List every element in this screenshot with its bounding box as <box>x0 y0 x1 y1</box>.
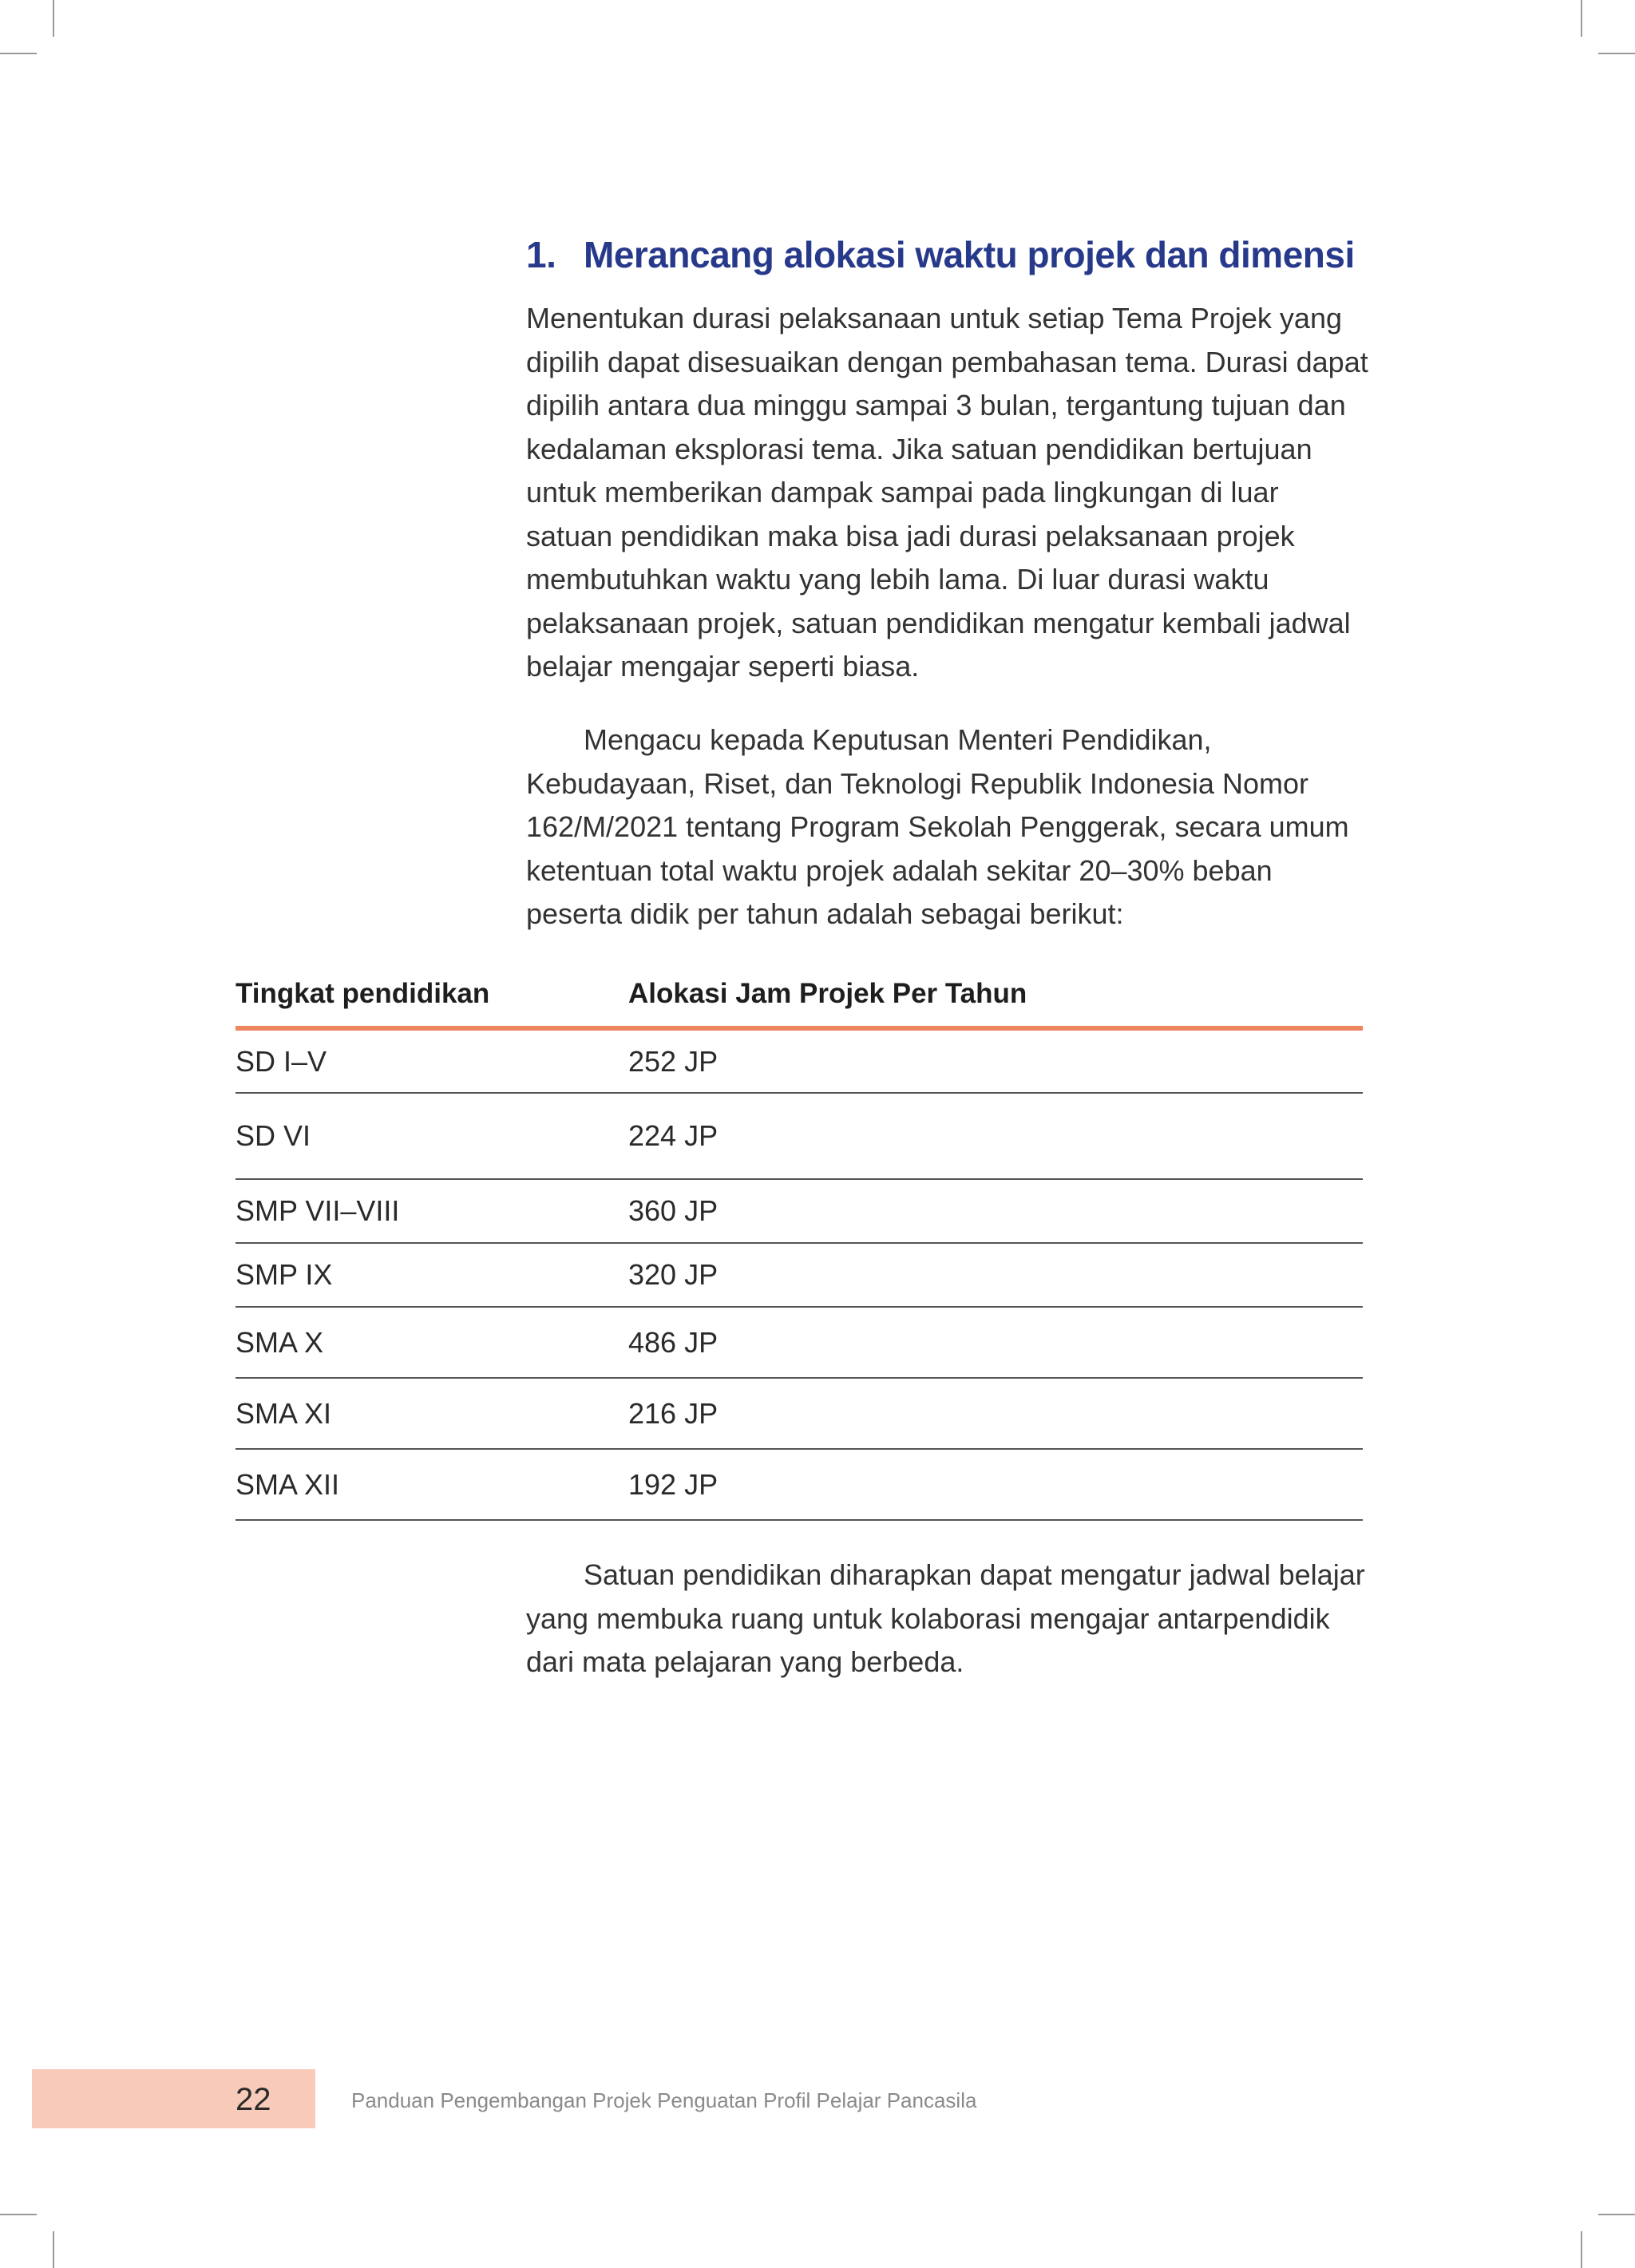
row-level: SMA X <box>236 1325 324 1359</box>
table-row <box>236 1244 1363 1308</box>
row-level: SMP VII–VIII <box>236 1194 400 1227</box>
row-hours: 216 JP <box>628 1396 719 1430</box>
crop-mark <box>53 0 54 37</box>
reference-paragraph: Mengacu kepada Keputusan Menteri Pendidikan, Kebudayaan, Riset, dan Teknologi Republik Indonesia Nomor 162/M/2021 tentang Program Sekolah Penggerak, secara umum ketentuan total waktu projek adalah sekitar 20–30% beban peserta didik per tahun adalah sebagai berikut: <box>526 723 1349 930</box>
page-number: 22 <box>236 2082 271 2117</box>
crop-mark <box>0 2214 37 2215</box>
header-education-level: Tingkat pendidikan <box>236 978 490 1009</box>
section-heading <box>526 233 1355 276</box>
row-level: SD VI <box>236 1119 311 1152</box>
crop-mark <box>1581 2231 1582 2268</box>
row-level: SMP IX <box>236 1258 333 1291</box>
allocation-table <box>236 978 1363 1521</box>
closing-paragraph: Satuan pendidikan diharapkan dapat mengatur jadwal belajar yang membuka ruang untuk kolaborasi mengajar antarpendidik dari mata pelajaran yang berbeda. <box>526 1558 1365 1678</box>
table-row <box>236 1031 1363 1094</box>
section-number: 1. <box>526 234 556 275</box>
crop-mark <box>53 2231 54 2268</box>
section-title: Merancang alokasi waktu projek dan dimensi <box>584 234 1355 275</box>
row-hours: 192 JP <box>628 1467 719 1501</box>
row-hours: 360 JP <box>628 1194 719 1227</box>
table-row <box>236 1450 1363 1521</box>
row-hours: 224 JP <box>628 1119 719 1152</box>
page-number-box <box>32 2069 315 2128</box>
running-footer-title: Panduan Pengembangan Projek Penguatan Profil Pelajar Pancasila <box>351 2088 977 2112</box>
row-level: SMA XI <box>236 1396 332 1430</box>
crop-mark <box>0 53 37 54</box>
table-row <box>236 1308 1363 1379</box>
table-header <box>236 978 1363 1031</box>
row-hours: 320 JP <box>628 1258 719 1291</box>
row-hours: 252 JP <box>628 1044 719 1078</box>
intro-paragraph: Menentukan durasi pelaksanaan untuk setiap Tema Projek yang dipilih dapat disesuaikan dengan pembahasan tema. Durasi dapat dipilih antara dua minggu sampai 3 bulan, tergantung tujuan dan kedalaman eksplorasi tema. Jika satuan pendidikan bertujuan untuk memberikan dampak sampai pada lingkungan di luar satuan pendidikan maka bisa jadi durasi pelaksanaan projek membutuhkan waktu yang lebih lama. Di luar durasi waktu pelaksanaan projek, satuan pendidikan mengatur kembali jadwal belajar mengajar seperti biasa. <box>526 302 1368 683</box>
table-row <box>236 1379 1363 1450</box>
crop-mark <box>1598 2214 1635 2215</box>
table-row <box>236 1094 1363 1180</box>
row-level: SD I–V <box>236 1044 327 1078</box>
row-hours: 486 JP <box>628 1325 719 1359</box>
crop-mark <box>1581 0 1582 37</box>
crop-mark <box>1598 53 1635 54</box>
row-level: SMA XII <box>236 1467 340 1501</box>
header-hours-allocation: Alokasi Jam Projek Per Tahun <box>628 978 1027 1009</box>
table-row <box>236 1180 1363 1244</box>
